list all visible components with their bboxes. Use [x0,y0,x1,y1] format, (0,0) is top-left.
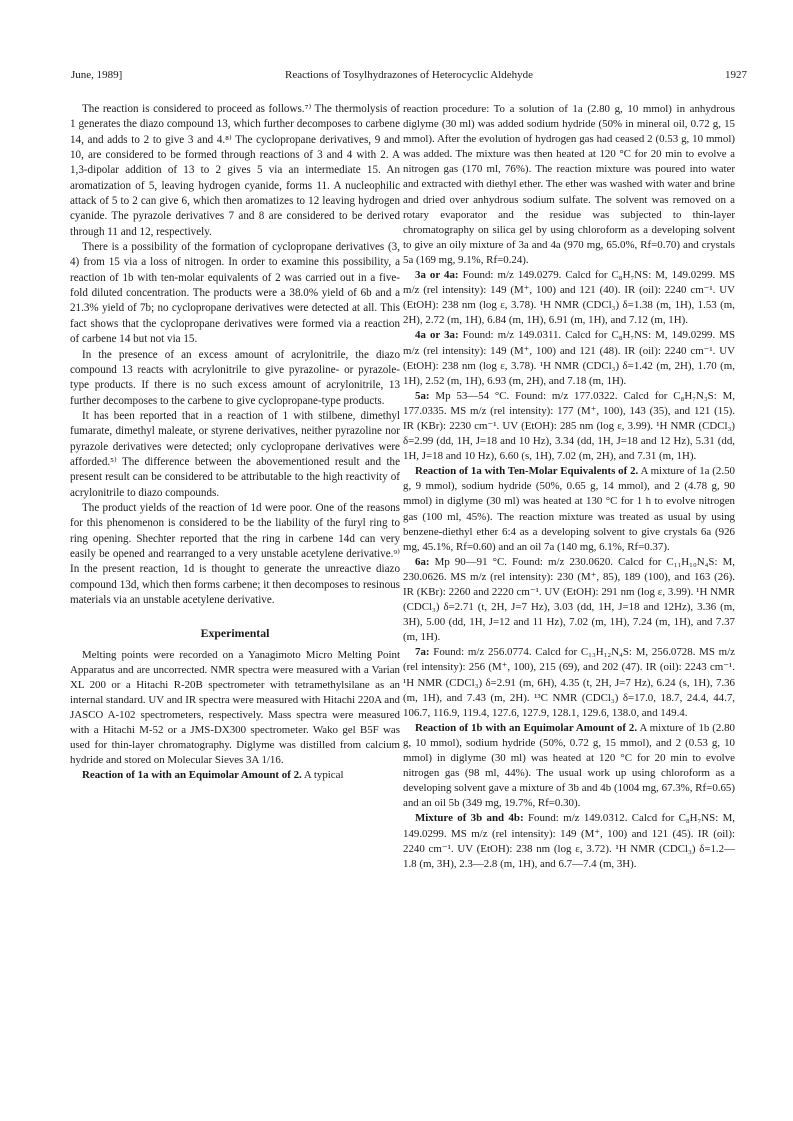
compound-label: 3a or 4a: [415,269,459,282]
run-in-heading: Reaction of 1a with Ten-Molar Equivalents of 2. [415,465,639,478]
reaction-1b-equimolar [403,721,735,812]
compound-label: 6a: [415,555,430,568]
compound-data-7a [403,645,735,720]
discussion-paragraph-2: There is a possibility of the formation of cyclopropane derivatives (3, 4) from 15 via a loss of nitrogen. In order to examine this possibility, a reaction of 1b with ten-molar equivalents of 2 was carried out in a five-fold diluted concentration. The products were a 38.0% yield of 6b and a 21.3% yield of 7b; no cyclopropane derivatives were detected at all. This fact shows that the cyclopropane derivatives were formed via a reaction of carbene 14 but not via 15. [70,241,400,346]
paragraph-text: Found: m/z 149.0312. Calcd for C₈H₇NS: M, 149.0299. MS m/z (rel intensity): 149 (M⁺, 100) and 121 (45). IR (oil): 2240 cm⁻¹. UV (EtOH): 238 nm (log ε, 3.72). ¹H NMR (CDCl₃) δ=1.2—1.8 (m, 3H), 2.3—2.8 (m, 1H), and 6.7—7.4 (m, 3H). [403,812,736,870]
paragraph-text: A mixture of 1a (2.50 g, 9 mmol), sodium hydride (50%, 0.65 g, 14 mmol), and 2 (4.78 g, 90 mmol) in diglyme (30 ml) was heated at 130 °C for 1 h to evolve nitrogen gas (100 ml, 45%). The reaction mixture was treated as usual by using benzene-diethyl ether 6:4 as a developing solvent to give crystals 6a (926 mg, 45.1%, Rf=0.60) and an oil 7a (140 mg, 6.1%, Rf=0.37). [403,465,735,553]
reaction-1a-ten-molar [403,464,735,555]
compound-data-3a [403,268,735,328]
left-column [70,102,400,784]
compound-label: 5a: [415,389,430,402]
header-title: Reactions of Tosylhydrazones of Heterocyclic Aldehyde [285,69,533,81]
procedure-paragraph: reaction procedure: To a solution of 1a (2.80 g, 10 mmol) in anhydrous diglyme (30 ml) was added sodium hydride (50% in mineral oil, 0.72 g, 15 mmol). After the evolution of hydrogen gas had ceased 2 (0.53 g, 10 mmol) was added. The mixture was then heated at 120 °C for 20 min to evolve a nitrogen gas (170 ml, 76%). The reaction mixture was poured into water and extracted with diethyl ether. The ether was washed with water and brine and dried over anhydrous sodium sulfate. The solvent was removed on a rotary evaporator and the residue was subjected to thin-layer chromatography on silica gel by using chloroform as a developing solvent to give an oily mixture of 3a and 4a (970 mg, 65.0%, Rf=0.70) and crystals 5a (169 mg, 9.1%, Rf=0.24). [403,103,735,266]
page-number: 1927 [725,69,747,81]
run-in-heading: Reaction of 1a with an Equimolar Amount of 2. [82,769,302,782]
discussion-paragraph-4: It has been reported that in a reaction of 1 with stilbene, dimethyl fumarate, dimethyl maleate, or styrene derivatives, neither pyrazoline nor pyrazole derivatives were detected; only cyclopropane derivatives were afforded.⁵⁾ The difference between the abovementioned result and the present result can be considered to be attributable to the high reactivity of acrylonitrile to diazo compounds. [70,409,400,499]
paragraph-text: Mp 90—91 °C. Found: m/z 230.0620. Calcd for C₁₁H₁₀N₄S: M, 230.0626. MS m/z (rel intensity): 230 (M⁺, 85), 189 (100), and 163 (26). IR (KBr): 2260 and 2220 cm⁻¹. UV (EtOH): 291 nm (log ε, 3.99). ¹H NMR (CDCl₃) δ=2.71 (t, 2H, J=7 Hz), 3.03 (dd, 1H, J=18 and 12Hz), 3.36 (m, 3H), 5.00 (dd, 1H, J=12 and 11 Hz), 7.02 (m, 1H), 7.24 (m, 1H), and 7.37 (m, 1H). [403,555,735,644]
compound-label: Mixture of 3b and 4b: [415,812,524,825]
paragraph-text: A typical [301,769,344,782]
paragraph-text: Found: m/z 256.0774. Calcd for C₁₃H₁₂N₄S: M, 256.0728. MS m/z (rel intensity): 256 (M⁺, 100), 215 (69), and 202 (47). IR (oil): 2243 cm⁻¹. ¹H NMR (CDCl₃) δ=2.91 (m, 6H), 4.35 (t, 2H, J=7 Hz), 6.24 (s, 1H), 7.36 (m, 1H), and 7.43 (m, 2H). ¹³C NMR (CDCl₃) δ=17.0, 18.7, 24.4, 44.7, 106.7, 116.9, 119.4, 127.6, 127.9, 128.1, 129.6, 138.0, and 149.4. [403,646,735,719]
section-title-experimental: Experimental [200,626,270,641]
paragraph-text: Found: m/z 149.0311. Calcd for C₈H₇NS: M, 149.0299. MS m/z (rel intensity): 149 (M⁺, 100) and 121 (48). IR (oil): 2240 cm⁻¹. UV (EtOH): 238 nm (log ε, 3.78). ¹H NMR (CDCl₃) δ=1.42 (m, 2H), 1.70 (m, 1H), 2.52 (m, 1H), 6.93 (m, 2H), and 7.18 (m, 1H). [403,329,736,387]
compound-label: 7a: [415,646,430,659]
experimental-paragraph-2 [70,768,400,783]
discussion-paragraph-5: The product yields of the reaction of 1d were poor. One of the reasons for this phenomenon is considered to be the liability of the furyl ring to ring opening. Shechter reported that the ring in carbene 14d can very easily be opened and rearranged to a very unstable acetylene derivative.⁹⁾ In the present reaction, 1d is thought to generate the unreactive diazo compound 13d, which then forms carbene; it then decomposes to resinous materials via an unstable acetylene derivative. [70,501,400,606]
experimental-block [70,648,400,784]
compound-data-5a [403,389,735,464]
run-in-heading: Reaction of 1b with an Equimolar Amount of 2. [415,721,638,734]
compound-data-4a [403,328,735,388]
discussion-paragraph-1: The reaction is considered to proceed as follows.⁷⁾ The thermolysis of 1 generates the diazo compound 13, which further decomposes to carbene 14, and adds to 2 to give 3 and 4.⁸⁾ The cyclopropane derivatives, 9 and 10, are considered to be formed through reactions of 3 and 4 with 2. A 1,3-dipolar addition of 13 to 2 gives 5 via an intermediate 15. An aromatization of 5, leaving hydrogen cyanide, forms 11. A nucleophilic attack of 5 to 2 can give 6, which then aromatizes to 12 leaving hydrogen cyanide. The pyrazole derivatives 7 and 8 are considered to be derived through 11 and 12, respectively. [70,103,400,238]
discussion-paragraph-3: In the presence of an excess amount of acrylonitrile, the diazo compound 13 reacts with acrylonitrile to give pyrazoline- or pyrazole-type products. If there is no such excess amount of acrylonitrile, 13 further decomposes to the carbene to give cyclopropane-type products. [70,348,400,407]
header-date: June, 1989] [71,69,123,81]
compound-data-3b-4b [403,811,735,871]
compound-label: 4a or 3a: [415,329,459,342]
experimental-paragraph-1: Melting points were recorded on a Yanagimoto Micro Melting Point Apparatus and are uncorrected. NMR spectra were measured with a Varian XL 200 or a Hitachi R-20B spectrometer with tetramethylsilane as an internal standard. UV and IR spectra were measured with Hitachi 220A and JASCO A-102 spectrometers, respectively. Mass spectra were measured with a Hitachi M-52 or a JMS-DX300 spectrometer. Wako gel B5F was used for thin-layer chromatography. Diglyme was distilled from calcium hydride and stored on Molecular Sieves 3A 1/16. [70,648,400,767]
paragraph-text: A mixture of 1b (2.80 g, 10 mmol), sodium hydride (50%, 0.72 g, 15 mmol), and 2 (0.53 g, 10 mmol) in diglyme (30 ml) was heated at 120 °C for 20 min to evolve nitrogen gas (98 ml, 44%). The usual work up using chloroform as a developing solvent gave a mixture of 3b and 4b (1004 mg, 67.3%, Rf=0.65) and an oil 5b (349 mg, 19.7%, Rf=0.30). [403,721,735,810]
compound-data-6a [403,555,735,646]
right-column [403,102,735,872]
running-header [71,69,747,87]
paragraph-text: Found: m/z 149.0279. Calcd for C₈H₇NS: M, 149.0299. MS m/z (rel intensity): 149 (M⁺, 100) and 121 (40). IR (oil): 2240 cm⁻¹. UV (EtOH): 238 nm (log ε, 3.78). ¹H NMR (CDCl₃) δ=1.38 (m, 1H), 1.53 (m, 2H), 2.72 (m, 1H), 6.84 (m, 1H), 6.91 (m, 1H), and 7.12 (m, 1H). [403,269,735,327]
paragraph-text: Mp 53—54 °C. Found: m/z 177.0322. Calcd for C₈H₇N₃S: M, 177.0335. MS m/z (rel intensity): 177 (M⁺, 100), 143 (35), and 121 (15). IR (KBr): 2230 cm⁻¹. UV (EtOH): 285 nm (log ε, 3.99). ¹H NMR (CDCl₃) δ=2.99 (dd, 1H, J=18 and 10 Hz), 3.34 (dd, 1H, J=18 and 12 Hz), 5.31 (dd, 1H, J=18 and 10 Hz), 6.60 (s, 1H), 7.02 (m, 2H), and 7.31 (m, 1H). [403,389,735,463]
